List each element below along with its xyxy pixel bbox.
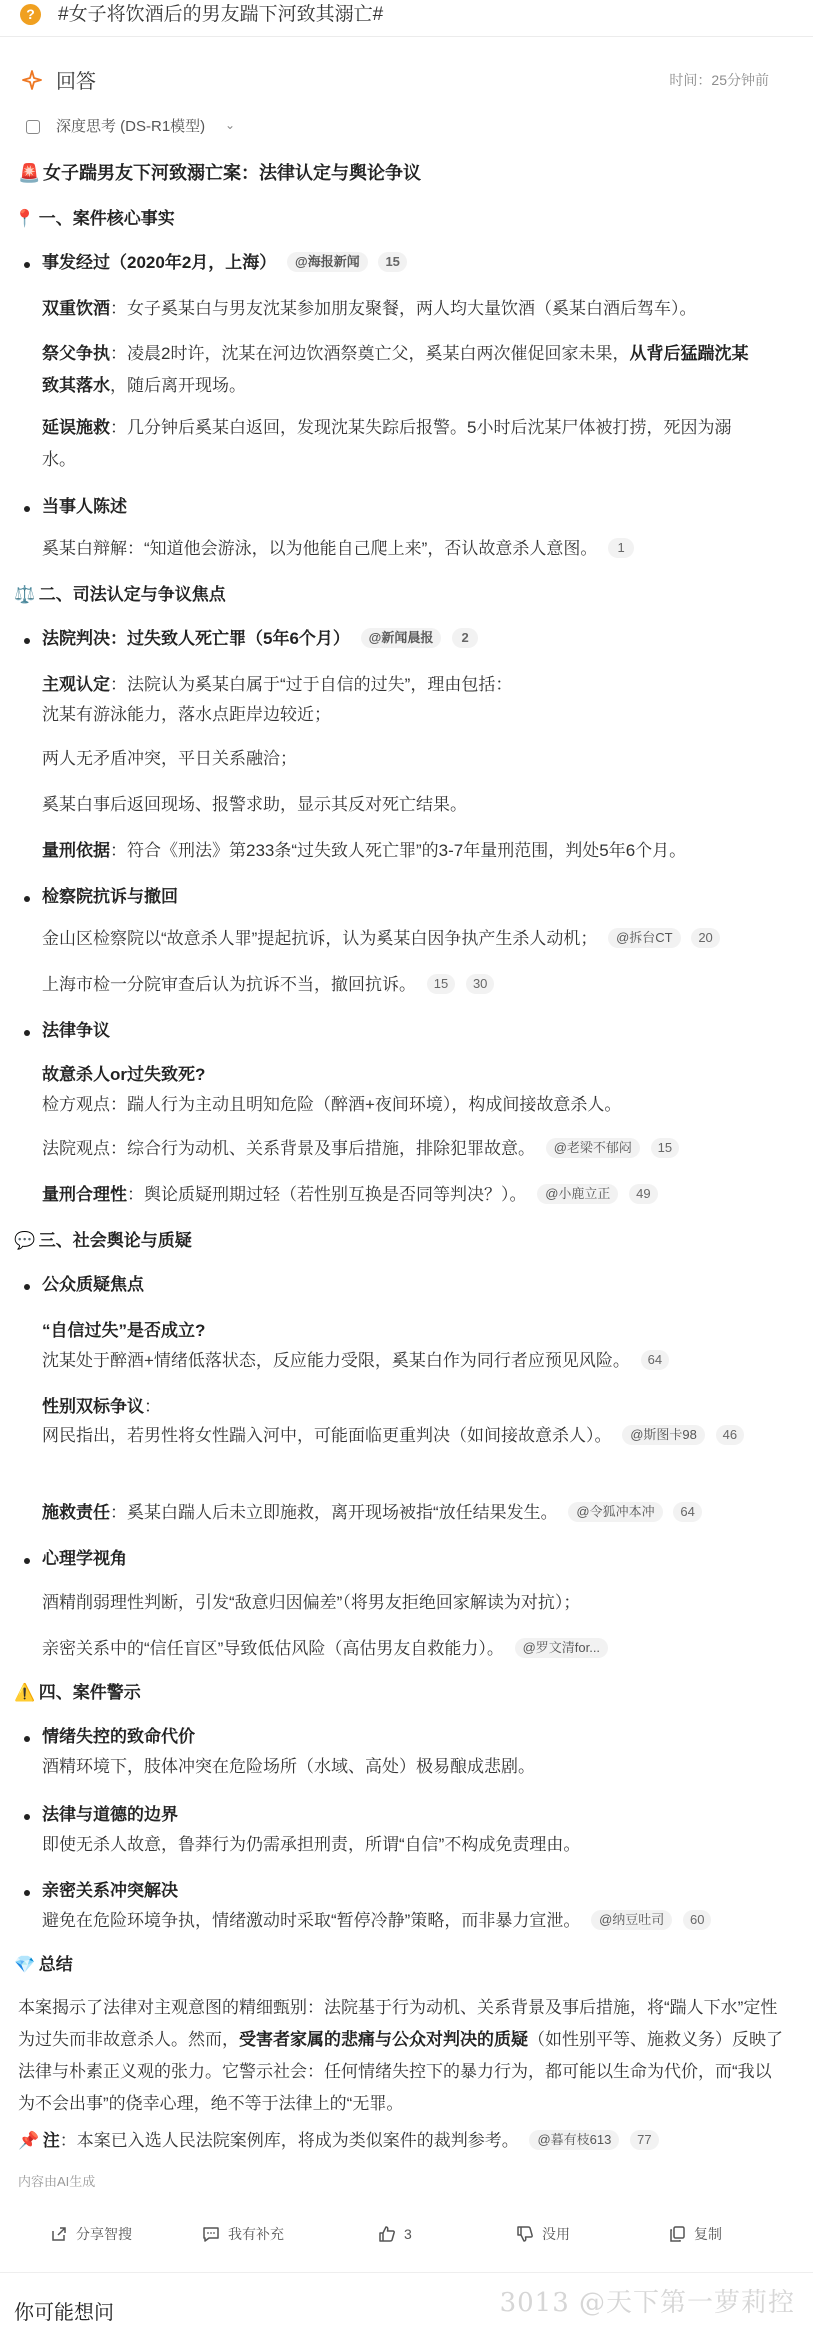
paragraph-text: 上海市检一分院审查后认为抗诉不当，撤回抗诉。 xyxy=(42,975,416,994)
source-citation[interactable]: @小鹿立正 xyxy=(537,1184,618,1204)
paragraph-text: ：法院认为奚某白属于“过于自信的过失”，理由包括： xyxy=(110,675,513,694)
bullet-title: 亲密关系冲突解决 xyxy=(42,1881,178,1900)
warning-text: 酒精环境下，肢体冲突在危险场所（水域、高处）极易酿成悲剧。 xyxy=(42,1757,535,1776)
bullet xyxy=(24,896,30,902)
warning-icon: ⚠️ xyxy=(14,1683,36,1702)
source-citation[interactable]: @令狐冲本冲 xyxy=(568,1502,662,1522)
bullet xyxy=(24,1030,30,1036)
scales-icon: ⚖️ xyxy=(14,585,36,604)
source-citation[interactable]: @纳豆吐司 xyxy=(591,1910,672,1930)
bullet xyxy=(24,1736,30,1742)
warning-text: 即使无杀人故意，鲁莽行为仍需承担刑责，所谓“自信”不构成免责理由。 xyxy=(42,1835,581,1854)
paragraph-text: ：奚某白踹人后未立即施救，离开现场被指“放任结果发生。 xyxy=(110,1503,558,1522)
paragraph-text: ：凌晨2时许，沈某在河边饮酒祭奠亡父，奚某白两次催促回家未果， xyxy=(110,344,630,363)
share-icon xyxy=(50,2225,68,2243)
fact-paragraph xyxy=(42,412,762,476)
paragraph-text: 本案揭示了法律对主观意图的精细甄别：法院基于行为动机、关系背景及事后措施，将“踹人下水”定性为过失而非故意杀人。然而， xyxy=(18,1998,778,2049)
keyword: 性别双标争议 xyxy=(42,1397,144,1416)
paragraph-text: 避免在危险环境争执，情绪激动时采取“暂停冷静”策略，而非暴力宣泄。 xyxy=(42,1911,581,1930)
fact-paragraph xyxy=(42,296,697,322)
keyword: 注 xyxy=(42,2131,60,2150)
citation-count[interactable]: 1 xyxy=(608,538,634,558)
source-citation[interactable]: @暮有枝613 xyxy=(529,2130,619,2150)
question-detail xyxy=(42,1348,669,1374)
bullet-title-text: 法院判决：过失致人死亡罪（5年6个月） xyxy=(42,629,350,648)
psychology-line xyxy=(42,1636,608,1662)
keyword: 施救责任 xyxy=(42,1503,110,1522)
keyword: 受害者家属的悲痛与公众对判决的质疑 xyxy=(239,2030,528,2049)
related-questions-title: 你可能想问 xyxy=(14,2302,114,2324)
divider xyxy=(0,2272,813,2273)
court-view xyxy=(42,1136,679,1162)
dispute-subtitle xyxy=(42,1062,205,1088)
reason-line: 奚某白事后返回现场、报警求助，显示其反对死亡结果。 xyxy=(42,795,467,814)
section-3-title: 三、社会舆论与质疑 xyxy=(38,1231,192,1250)
summary-paragraph xyxy=(18,1992,783,2120)
judgement-paragraph xyxy=(42,672,512,698)
source-citation[interactable]: @斯图卡98 xyxy=(622,1425,705,1445)
citation-count[interactable]: 77 xyxy=(630,2130,658,2150)
citation-count[interactable]: 15 xyxy=(378,252,406,272)
paragraph-text: ：本案已入选人民法院案例库，将成为类似案件的裁判参考。 xyxy=(59,2131,519,2150)
thumbs-down-icon xyxy=(516,2225,534,2243)
bullet xyxy=(24,1558,30,1564)
keyword: 量刑合理性 xyxy=(42,1185,127,1204)
source-citation[interactable]: @老梁不郁闷 xyxy=(546,1138,640,1158)
thumbs-up-icon xyxy=(378,2225,396,2243)
bullet xyxy=(24,1814,30,1820)
keyword: 双重饮酒 xyxy=(42,299,110,318)
section-4-title: 四、案件警示 xyxy=(38,1683,141,1702)
paragraph-text: 法院观点：综合行为动机、关系背景及事后措施，排除犯罪故意。 xyxy=(42,1139,535,1158)
citation-count[interactable]: 2 xyxy=(452,628,478,648)
bullet xyxy=(24,1284,30,1290)
siren-icon: 🚨 xyxy=(18,163,41,183)
section-1-heading xyxy=(14,206,175,232)
section-4-heading xyxy=(14,1680,141,1706)
rescue-paragraph xyxy=(42,1500,702,1526)
bullet xyxy=(24,262,30,268)
paragraph-text: 金山区检察院以“故意杀人罪”提起抗诉，认为奚某白因争执产生杀人动机； xyxy=(42,929,598,948)
like-count: 3 xyxy=(404,2226,412,2242)
share-label: 分享智搜 xyxy=(76,2226,132,2242)
keyword: 从背后猛踹沈某致其落水 xyxy=(42,344,749,395)
supplement-label: 我有补充 xyxy=(228,2226,284,2242)
like-button[interactable] xyxy=(378,2224,412,2245)
reason-line: 两人无矛盾冲突，平日关系融洽； xyxy=(42,749,297,768)
prosecution-view: 检方观点：踹人行为主动且明知危险（醉酒+夜间环境），构成间接故意杀人。 xyxy=(42,1095,622,1114)
bullet-title xyxy=(42,626,478,652)
paragraph-text: 网民指出，若男性将女性踹入河中，可能面临更重判决（如间接故意杀人）。 xyxy=(42,1426,612,1445)
statement-paragraph xyxy=(42,536,634,562)
source-citation[interactable]: @海报新闻 xyxy=(287,252,368,272)
gender-detail xyxy=(42,1420,752,1452)
bullet xyxy=(24,506,30,512)
gem-icon: 💎 xyxy=(14,1955,36,1974)
summary-heading xyxy=(14,1952,73,1978)
paragraph-text: ：符合《刑法》第233条“过失致人死亡罪”的3-7年量刑范围，判处5年6个月。 xyxy=(110,841,687,860)
bullet-title-text: 事发经过（2020年2月，上海） xyxy=(42,253,277,272)
warning-text xyxy=(42,1908,711,1934)
bullet-title: 公众质疑焦点 xyxy=(42,1275,144,1294)
watermark: 3013 @天下第一萝莉控 xyxy=(499,2288,795,2318)
withdraw-paragraph xyxy=(42,972,494,998)
paragraph-text: 奚某白辩解：“知道他会游泳，以为他能自己爬上来”，否认故意杀人意图。 xyxy=(42,539,598,558)
question-subtitle xyxy=(42,1318,205,1344)
copy-icon xyxy=(668,2225,686,2243)
source-citation[interactable]: @新闻晨报 xyxy=(361,628,442,648)
citation-count[interactable]: 20 xyxy=(691,928,719,948)
note-paragraph xyxy=(18,2128,659,2154)
deep-think-icon xyxy=(26,120,40,134)
comment-icon xyxy=(202,2225,220,2243)
source-citation[interactable]: @拆台CT xyxy=(608,928,681,948)
useless-label: 没用 xyxy=(542,2226,570,2242)
chevron-down-icon[interactable]: ⌄ xyxy=(225,118,236,132)
model-selector[interactable]: 深度思考 (DS-R1模型) xyxy=(56,118,206,135)
ai-generated-note: 内容由AI生成 xyxy=(18,2174,96,2189)
question-icon: ? xyxy=(20,4,41,25)
paragraph-text: 沈某处于醉酒+情绪低落状态，反应能力受限，奚某白作为同行者应预见风险。 xyxy=(42,1351,630,1370)
paragraph-text: 亲密关系中的“信任盲区”导致低估风险（高估男友自救能力）。 xyxy=(42,1639,504,1658)
bullet-title: 检察院抗诉与撤回 xyxy=(42,887,178,906)
bullet-title: 法律与道德的边界 xyxy=(42,1805,178,1824)
keyword: “自信过失”是否成立? xyxy=(42,1321,206,1340)
question-text: #女子将饮酒后的男友踹下河致其溺亡# xyxy=(58,4,384,25)
bullet-title: 心理学视角 xyxy=(42,1549,127,1568)
paragraph-text: （如性别平等、施救义务）反映了法律与朴素正义观的张力。它警示社会：任何情绪失控下的暴力行为，都可能以生命为代价，而“我以为不会出事”的侥幸心理，绝不等于法律上的“无罪。 xyxy=(18,2030,783,2113)
copy-button[interactable] xyxy=(668,2224,722,2245)
section-2-title: 二、司法认定与争议焦点 xyxy=(38,585,226,604)
supplement-button[interactable] xyxy=(202,2224,284,2245)
section-3-heading xyxy=(14,1228,192,1254)
citation-count[interactable]: 64 xyxy=(673,1502,701,1522)
citation-count[interactable]: 15 xyxy=(651,1138,679,1158)
answer-title-text: 女子踹男友下河致溺亡案：法律认定与舆论争议 xyxy=(43,163,422,183)
sentencing-paragraph xyxy=(42,838,686,864)
citation-count[interactable]: 64 xyxy=(641,1350,669,1370)
pin-icon: 📍 xyxy=(14,209,36,228)
bullet-title: 情绪失控的致命代价 xyxy=(42,1727,195,1746)
paragraph-text: ，随后离开现场。 xyxy=(110,376,246,395)
source-citation[interactable]: @罗文清for... xyxy=(515,1638,609,1658)
paragraph-text: ：几分钟后奚某白返回，发现沈某失踪后报警。5小时后沈某尸体被打捞，死因为溺水。 xyxy=(42,418,732,469)
keyword: 故意杀人or过失致死? xyxy=(42,1065,206,1084)
paragraph-text: ：女子奚某白与男友沈某参加朋友聚餐，两人均大量饮酒（奚某白酒后驾车）。 xyxy=(110,299,697,318)
bullet-title: 当事人陈述 xyxy=(42,497,127,516)
answer-title xyxy=(18,160,421,187)
share-button[interactable] xyxy=(50,2224,132,2245)
citation-count[interactable]: 15 xyxy=(427,974,455,994)
answer-time: 时间：25分钟前 xyxy=(669,72,769,88)
citation-count[interactable]: 49 xyxy=(629,1184,657,1204)
question-bar xyxy=(0,0,813,37)
useless-button[interactable] xyxy=(516,2224,570,2245)
reason-line: 沈某有游泳能力，落水点距岸边较近； xyxy=(42,705,331,724)
bullet-title xyxy=(42,250,407,276)
paragraph-text: ： xyxy=(144,1397,161,1416)
summary-title: 总结 xyxy=(38,1955,73,1974)
section-2-heading xyxy=(14,582,226,608)
sentencing-dispute xyxy=(42,1182,658,1208)
citation-count[interactable]: 46 xyxy=(716,1425,744,1445)
speech-bubble-icon: 💬 xyxy=(14,1231,36,1250)
paragraph-text: ：舆论质疑刑期过轻（若性别互换是否同等判决？）。 xyxy=(127,1185,527,1204)
bullet-title: 法律争议 xyxy=(42,1021,110,1040)
fact-paragraph xyxy=(42,338,762,402)
bullet xyxy=(24,1890,30,1896)
keyword: 延误施救 xyxy=(42,418,110,437)
section-1-title: 一、案件核心事实 xyxy=(38,209,175,228)
keyword: 祭父争执 xyxy=(42,344,110,363)
action-bar xyxy=(0,2216,813,2256)
keyword: 量刑依据 xyxy=(42,841,110,860)
pushpin-icon: 📌 xyxy=(18,2131,40,2150)
protest-paragraph xyxy=(42,926,720,952)
citation-count[interactable]: 30 xyxy=(466,974,494,994)
gender-subtitle xyxy=(42,1394,161,1420)
bullet xyxy=(24,638,30,644)
answer-label: 回答 xyxy=(56,71,96,93)
keyword: 主观认定 xyxy=(42,675,110,694)
psychology-line: 酒精削弱理性判断，引发“敌意归因偏差”（将男友拒绝回家解读为对抗）； xyxy=(42,1593,581,1612)
citation-count[interactable]: 60 xyxy=(683,1910,711,1930)
copy-label: 复制 xyxy=(694,2226,722,2242)
answer-icon xyxy=(22,70,42,90)
